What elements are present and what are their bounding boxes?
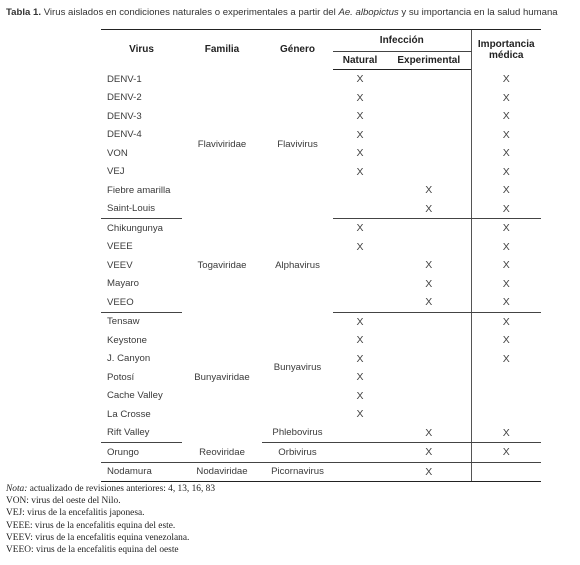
abbr-veee: VEEE: virus de la encefalitis equina del este. xyxy=(6,520,176,531)
importance-cell xyxy=(471,126,541,145)
x-mark: X xyxy=(356,389,364,402)
experimental-cell xyxy=(387,70,471,89)
natural-cell xyxy=(333,256,387,275)
header-importancia-line1: Importancia xyxy=(477,38,535,50)
family-cell: Flaviviridae xyxy=(197,138,247,150)
caption-text-end: y su importancia en la salud humana xyxy=(401,7,558,18)
experimental-cell xyxy=(387,238,471,257)
abbr-von: VON: virus del oeste del Nilo. xyxy=(6,496,121,507)
natural-cell xyxy=(333,424,387,443)
x-mark: X xyxy=(356,165,364,178)
experimental-cell xyxy=(387,350,471,369)
table-row xyxy=(101,424,541,443)
experimental-cell xyxy=(387,107,471,126)
family-cell: Nodaviridae xyxy=(182,462,262,482)
experimental-cell xyxy=(387,462,471,482)
abbr-veev: VEEV: virus de la encefalitis equina venezolana. xyxy=(6,532,190,543)
family-cell: Reoviridae xyxy=(182,443,262,463)
experimental-cell xyxy=(387,126,471,145)
virus-table xyxy=(101,29,541,482)
x-mark: X xyxy=(356,222,364,235)
x-mark: X xyxy=(502,73,510,85)
x-mark: X xyxy=(356,240,364,253)
importance-cell xyxy=(471,144,541,163)
x-mark: X xyxy=(356,110,364,123)
virus-cell: VEEE xyxy=(107,241,133,253)
header-natural: Natural xyxy=(333,52,387,70)
virus-cell: Cache Valley xyxy=(107,390,163,402)
natural-cell xyxy=(333,219,387,238)
table-row xyxy=(101,312,541,331)
table-row xyxy=(101,443,541,463)
header-familia: Familia xyxy=(182,30,262,70)
genus-cell: Orbivirus xyxy=(262,443,333,463)
importance-cell xyxy=(471,312,541,331)
x-mark: X xyxy=(425,184,433,197)
table-row xyxy=(101,70,541,89)
caption-label: Tabla 1. xyxy=(6,7,42,18)
virus-cell: Rift Valley xyxy=(101,424,182,443)
natural-cell xyxy=(333,107,387,126)
genus-cell: Bunyavirus xyxy=(273,362,322,374)
virus-cell: Chikungunya xyxy=(107,222,164,234)
virus-cell: DENV-4 xyxy=(107,129,142,141)
x-mark: X xyxy=(425,446,433,459)
x-mark: X xyxy=(356,73,364,86)
virus-cell: Tensaw xyxy=(107,316,140,328)
experimental-cell xyxy=(387,144,471,163)
natural-cell xyxy=(333,387,387,406)
note-text: actualizado de revisiones anteriores: 4, 13, 16, 83 xyxy=(29,484,216,494)
header-importancia xyxy=(471,30,541,70)
natural-cell xyxy=(333,163,387,182)
genus-cell: Picornavirus xyxy=(262,462,333,482)
virus-cell: VEEO xyxy=(101,293,182,312)
x-mark: X xyxy=(356,408,364,421)
table-body xyxy=(101,70,541,482)
x-mark: X xyxy=(356,128,364,141)
importance-cell xyxy=(471,293,541,312)
x-mark: X xyxy=(356,91,364,104)
genus-cell: Flavivirus xyxy=(277,138,318,150)
x-mark: X xyxy=(425,259,433,272)
virus-cell: DENV-1 xyxy=(107,73,142,85)
x-mark: X xyxy=(502,446,510,459)
experimental-cell xyxy=(387,163,471,182)
virus-cell: Fiebre amarilla xyxy=(107,184,171,196)
note-label: Nota: xyxy=(6,484,28,494)
virus-cell: VEJ xyxy=(107,166,125,178)
table-caption xyxy=(6,7,578,18)
natural-cell xyxy=(333,350,387,369)
family-cell: Bunyaviridae xyxy=(194,371,250,383)
x-mark: X xyxy=(502,184,510,197)
virus-cell: Keystone xyxy=(107,334,148,346)
genus-cell: Phlebovirus xyxy=(262,424,333,443)
experimental-cell xyxy=(387,405,471,424)
importance-cell xyxy=(471,387,541,406)
header-infeccion: Infección xyxy=(333,30,471,52)
importance-cell xyxy=(471,107,541,126)
virus-cell: DENV-2 xyxy=(107,92,142,104)
experimental-cell xyxy=(387,293,471,312)
natural-cell xyxy=(333,144,387,163)
x-mark: X xyxy=(502,352,510,365)
note-line xyxy=(6,483,215,495)
table-notes xyxy=(6,483,215,556)
x-mark: X xyxy=(356,334,364,347)
x-mark: X xyxy=(502,202,510,215)
virus-cell: DENV-3 xyxy=(107,110,142,122)
importance-cell xyxy=(471,405,541,424)
experimental-cell xyxy=(387,89,471,108)
natural-cell xyxy=(333,181,387,200)
x-mark: X xyxy=(356,147,364,160)
x-mark: X xyxy=(502,91,510,104)
x-mark: X xyxy=(502,426,510,439)
natural-cell xyxy=(333,443,387,463)
family-cell: Togaviridae xyxy=(197,259,247,271)
x-mark: X xyxy=(502,315,510,328)
table-row xyxy=(101,462,541,482)
x-mark: X xyxy=(425,277,433,290)
x-mark: X xyxy=(425,465,433,478)
header-importancia-line2: médica xyxy=(489,49,524,61)
natural-cell xyxy=(333,200,387,219)
importance-cell xyxy=(471,89,541,108)
x-mark: X xyxy=(425,296,433,309)
x-mark: X xyxy=(502,277,510,290)
experimental-cell xyxy=(387,219,471,238)
experimental-cell xyxy=(387,424,471,443)
x-mark: X xyxy=(502,147,510,160)
experimental-cell xyxy=(387,331,471,350)
natural-cell xyxy=(333,126,387,145)
caption-species: Ae. albopictus xyxy=(338,7,399,18)
importance-cell xyxy=(471,462,541,482)
importance-cell xyxy=(471,200,541,219)
natural-cell xyxy=(333,275,387,294)
importance-cell xyxy=(471,181,541,200)
x-mark: X xyxy=(502,334,510,347)
experimental-cell xyxy=(387,181,471,200)
importance-cell xyxy=(471,424,541,443)
x-mark: X xyxy=(356,315,364,328)
experimental-cell xyxy=(387,443,471,463)
importance-cell xyxy=(471,219,541,238)
importance-cell xyxy=(471,275,541,294)
table-row xyxy=(101,219,541,238)
natural-cell xyxy=(333,312,387,331)
importance-cell xyxy=(471,331,541,350)
experimental-cell xyxy=(387,387,471,406)
header-experimental: Experimental xyxy=(387,52,471,70)
virus-cell: Mayaro xyxy=(107,278,139,290)
natural-cell xyxy=(333,293,387,312)
experimental-cell xyxy=(387,312,471,331)
natural-cell xyxy=(333,368,387,387)
virus-cell: Saint-Louis xyxy=(101,200,182,219)
x-mark: X xyxy=(425,426,433,439)
x-mark: X xyxy=(502,165,510,178)
importance-cell xyxy=(471,163,541,182)
x-mark: X xyxy=(502,240,510,253)
natural-cell xyxy=(333,70,387,89)
x-mark: X xyxy=(502,222,510,235)
virus-cell: Potosí xyxy=(107,371,135,383)
natural-cell xyxy=(333,462,387,482)
header-virus: Virus xyxy=(101,30,182,70)
importance-cell xyxy=(471,238,541,257)
x-mark: X xyxy=(356,352,364,365)
abbr-vej: VEJ: virus de la encefalitis japonesa. xyxy=(6,508,145,519)
importance-cell xyxy=(471,70,541,89)
experimental-cell xyxy=(387,275,471,294)
virus-cell: La Crosse xyxy=(107,408,151,420)
natural-cell xyxy=(333,331,387,350)
natural-cell xyxy=(333,89,387,108)
virus-cell: Nodamura xyxy=(101,462,182,482)
natural-cell xyxy=(333,238,387,257)
virus-cell: VEEV xyxy=(107,259,133,271)
x-mark: X xyxy=(502,296,510,309)
x-mark: X xyxy=(502,259,510,272)
header-genero: Género xyxy=(262,30,333,70)
virus-cell: VON xyxy=(107,147,128,159)
x-mark: X xyxy=(425,202,433,215)
genus-cell: Alphavirus xyxy=(275,259,320,271)
caption-text: Virus aislados en condiciones naturales o experimentales a partir del xyxy=(43,7,336,18)
experimental-cell xyxy=(387,200,471,219)
x-mark: X xyxy=(502,128,510,141)
importance-cell xyxy=(471,256,541,275)
experimental-cell xyxy=(387,256,471,275)
importance-cell xyxy=(471,443,541,463)
x-mark: X xyxy=(502,110,510,123)
importance-cell xyxy=(471,368,541,387)
x-mark: X xyxy=(356,371,364,384)
virus-cell: J. Canyon xyxy=(107,353,151,365)
abbr-veeo: VEEO: virus de la encefalitis equina del oeste xyxy=(6,545,179,556)
experimental-cell xyxy=(387,368,471,387)
virus-cell: Orungo xyxy=(101,443,182,463)
importance-cell xyxy=(471,350,541,369)
natural-cell xyxy=(333,405,387,424)
